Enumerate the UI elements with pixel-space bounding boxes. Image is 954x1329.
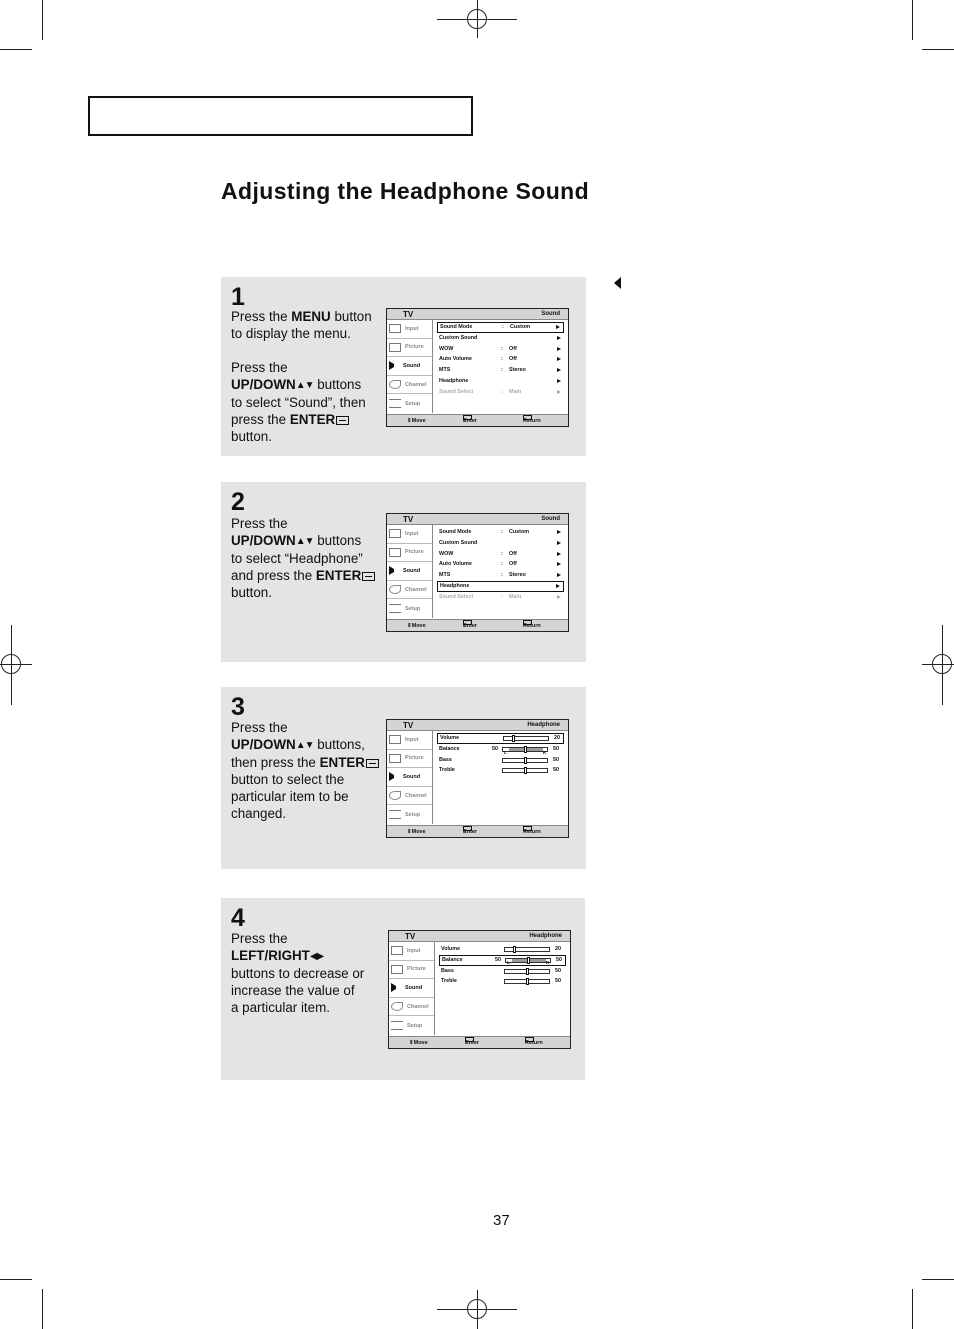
text: R — [545, 959, 549, 965]
text: buttons to decrease or — [231, 966, 365, 981]
text: Volume — [440, 735, 460, 741]
up-down-arrows-icon: ▲▼ — [295, 740, 314, 751]
osd-side-setup — [387, 805, 432, 824]
step-number: 1 — [231, 283, 245, 311]
text: Sound Select — [439, 593, 474, 600]
osd-item — [437, 581, 564, 592]
slider-track — [503, 736, 549, 741]
osd-side-setup — [387, 599, 432, 618]
text: Setup — [407, 1022, 423, 1029]
leftright-button-label: LEFT/RIGHT — [231, 948, 310, 963]
text: Channel — [405, 586, 427, 593]
picture-icon — [389, 343, 401, 352]
text: Bass — [441, 967, 454, 974]
arrow-right-icon — [557, 562, 561, 566]
setup-icon — [389, 399, 401, 408]
osd-menu-title: Sound — [541, 311, 560, 317]
text: increase the value of — [231, 983, 355, 998]
osd-help-bar — [387, 825, 568, 837]
osd-side-picture — [389, 961, 434, 980]
crop-mark — [922, 1279, 954, 1280]
osd-slider-list — [437, 733, 564, 776]
osd-headphone-menu — [386, 719, 569, 838]
slider-track — [504, 947, 550, 952]
setup-icon — [391, 1021, 403, 1030]
enter-button-label: ENTER — [289, 412, 336, 427]
slider-track — [504, 979, 550, 984]
speaker-icon — [389, 566, 394, 575]
text: Enter — [463, 829, 478, 835]
text: changed. — [231, 806, 287, 821]
text: Volume — [441, 946, 461, 952]
text: Treble — [439, 767, 455, 774]
enter-icon — [336, 416, 349, 425]
osd-headphone-menu — [388, 930, 571, 1049]
text: Headphone — [440, 582, 470, 589]
text: Input — [405, 736, 419, 743]
text: Setup — [405, 605, 421, 612]
step-instructions — [231, 515, 381, 601]
speaker-icon — [389, 772, 394, 781]
text: R — [542, 749, 546, 755]
osd-item: Sound Select : Main — [437, 592, 564, 603]
text: Channel — [407, 1003, 429, 1010]
osd-side-input — [387, 731, 432, 750]
arrow-right-icon — [557, 336, 561, 340]
osd-menu-title: Headphone — [529, 933, 562, 939]
text: L — [507, 959, 510, 965]
antenna-icon — [389, 380, 401, 389]
arrow-right-icon — [557, 552, 561, 556]
text: particular item to be — [231, 789, 349, 804]
chapter-header-box — [88, 96, 473, 136]
arrow-right-icon — [557, 379, 561, 383]
osd-title-bar — [387, 309, 568, 320]
registration-circle — [467, 1299, 487, 1319]
text: Sound — [405, 984, 423, 991]
note-bullet-icon — [614, 277, 621, 289]
step-4-panel — [221, 898, 585, 1080]
registration-circle — [1, 654, 21, 674]
slider-knob — [526, 968, 529, 975]
osd-item: Sound Mode : Custom — [437, 527, 564, 538]
text: Stereo — [509, 572, 526, 579]
arrow-right-icon — [556, 325, 560, 329]
osd-item — [437, 333, 564, 344]
text: Return — [525, 1040, 543, 1046]
osd-help-bar — [389, 1036, 570, 1048]
osd-help-move: ⇕ Move — [407, 620, 412, 632]
slider-knob — [527, 957, 530, 964]
osd-title-bar — [387, 514, 568, 525]
osd-tv-label: TV — [403, 515, 414, 524]
text: Custom Sound — [439, 539, 478, 546]
slider-knob — [512, 735, 515, 742]
osd-sidebar — [387, 525, 433, 618]
antenna-icon — [389, 585, 401, 594]
balance-fill-left — [512, 959, 528, 962]
osd-item: MTS : Stereo — [437, 570, 564, 581]
text: Off — [509, 345, 517, 352]
text: Bass — [439, 756, 452, 763]
arrow-right-icon — [557, 530, 561, 534]
text: Move — [411, 418, 426, 424]
crop-mark — [912, 1289, 913, 1329]
text: 50 — [555, 967, 561, 974]
osd-item — [437, 538, 564, 549]
slider-knob — [526, 978, 529, 985]
text: button to select the — [231, 772, 345, 787]
step-instructions — [231, 308, 381, 445]
input-icon — [389, 529, 401, 538]
osd-slider-balance — [437, 744, 564, 755]
osd-side-sound — [387, 357, 432, 376]
arrow-right-icon — [557, 368, 561, 372]
text: then press the — [231, 755, 320, 770]
text: 50 — [556, 956, 562, 963]
text: Channel — [405, 381, 427, 388]
text: Enter — [465, 1040, 480, 1046]
menu-button-label: MENU — [291, 309, 331, 324]
text: to select “Headphone” — [231, 551, 363, 566]
osd-side-input — [387, 525, 432, 544]
osd-side-picture — [387, 339, 432, 358]
osd-help-move: ⇕ Move — [407, 826, 412, 838]
osd-side-input — [389, 942, 434, 961]
balance-track — [505, 958, 551, 963]
text: button. — [231, 429, 272, 444]
text: Move — [411, 829, 426, 835]
text: Custom — [510, 324, 531, 330]
osd-slider-balance — [439, 955, 566, 966]
text: WOW — [439, 345, 454, 352]
text: Move — [411, 623, 426, 629]
text: Press the — [231, 931, 288, 946]
text: Treble — [441, 978, 457, 985]
text: Press the — [231, 309, 292, 324]
updown-button-label: UP/DOWN — [231, 737, 296, 752]
osd-slider-list — [439, 944, 566, 987]
text: Balance — [442, 956, 463, 963]
text: Setup — [405, 811, 421, 818]
text: Sound Mode — [440, 324, 473, 330]
text: MTS — [439, 572, 451, 579]
updown-button-label: UP/DOWN — [231, 377, 296, 392]
text: 50 — [555, 978, 561, 985]
text: Main — [509, 388, 522, 395]
text: Channel — [405, 792, 427, 799]
osd-slider-treble — [437, 765, 564, 776]
text: Sound Mode — [439, 529, 472, 535]
osd-slider-treble — [439, 976, 566, 987]
text: Input — [405, 530, 419, 537]
slider-track — [502, 758, 548, 763]
text: Press the — [231, 720, 288, 735]
step-number: 3 — [231, 693, 245, 721]
crop-mark — [912, 0, 913, 40]
slider-track — [504, 969, 550, 974]
text: buttons — [313, 533, 362, 548]
osd-item: Auto Volume : Off — [437, 559, 564, 570]
text: 50 — [492, 745, 498, 752]
text: button — [330, 309, 372, 324]
text: Input — [407, 947, 421, 954]
text: 50 — [495, 956, 501, 963]
crop-mark — [42, 1289, 43, 1329]
arrow-right-icon — [557, 347, 561, 351]
speaker-icon — [389, 361, 394, 370]
text: Auto Volume — [439, 561, 472, 568]
arrow-right-icon — [557, 541, 561, 545]
text: Input — [405, 325, 419, 332]
osd-item: MTS : Stereo — [437, 365, 564, 376]
balance-track — [502, 747, 548, 755]
osd-menu-title: Sound — [541, 516, 560, 522]
text: Main — [509, 593, 522, 600]
slider-knob — [524, 757, 527, 764]
osd-side-input — [387, 320, 432, 339]
text: Press the — [231, 516, 288, 531]
osd-item: Auto Volume : Off — [437, 354, 564, 365]
osd-item: Sound Select : Main — [437, 387, 564, 398]
arrow-right-icon — [557, 357, 561, 361]
arrow-right-icon — [557, 390, 561, 394]
picture-icon — [389, 754, 401, 763]
text: Setup — [405, 400, 421, 407]
antenna-icon — [389, 791, 401, 800]
osd-item: WOW : Off — [437, 344, 564, 355]
speaker-icon — [391, 983, 396, 992]
text: 20 — [554, 735, 560, 741]
slider-knob — [524, 767, 527, 774]
osd-slider-bass — [439, 966, 566, 977]
osd-side-sound — [389, 979, 434, 998]
text: 20 — [555, 946, 561, 952]
arrow-right-icon — [557, 595, 561, 599]
input-icon — [389, 735, 401, 744]
osd-side-setup — [387, 394, 432, 413]
step-instructions — [231, 719, 381, 822]
text: Custom Sound — [439, 334, 478, 341]
crop-mark — [922, 49, 954, 50]
updown-button-label: UP/DOWN — [231, 533, 296, 548]
page-number: 37 — [493, 1212, 510, 1229]
osd-side-channel — [387, 787, 432, 806]
osd-sound-menu — [386, 513, 569, 632]
text: Return — [523, 623, 541, 629]
text: Headphone — [439, 377, 469, 384]
osd-sidebar — [387, 731, 433, 824]
osd-side-sound — [387, 768, 432, 787]
text: to select “Sound”, then — [231, 395, 366, 410]
balance-fill-right — [527, 748, 543, 751]
text: 50 — [553, 767, 559, 774]
crop-mark — [42, 0, 43, 40]
crop-mark — [0, 1279, 32, 1280]
text: Picture — [405, 755, 424, 762]
arrow-right-icon — [557, 573, 561, 577]
text: L — [504, 749, 507, 755]
text: and press the — [231, 568, 316, 583]
setup-icon — [389, 604, 401, 613]
antenna-icon — [391, 1002, 403, 1011]
osd-sound-menu — [386, 308, 569, 427]
picture-icon — [389, 548, 401, 557]
osd-menu-list — [437, 322, 564, 398]
crop-mark — [0, 49, 32, 50]
text: Picture — [407, 966, 426, 973]
osd-menu-title: Headphone — [527, 722, 560, 728]
osd-sidebar — [387, 320, 433, 413]
text: Sound Select — [439, 388, 474, 395]
enter-icon — [366, 759, 379, 768]
step-2-panel — [221, 482, 586, 662]
text: buttons, — [313, 737, 365, 752]
osd-help-move: ⇕ Move — [409, 1037, 414, 1049]
text: Auto Volume — [439, 356, 472, 363]
osd-title-bar — [389, 931, 570, 942]
osd-menu-list — [437, 527, 564, 603]
balance-fill-left — [509, 748, 525, 751]
text: Off — [509, 561, 517, 568]
text: button. — [231, 585, 272, 600]
osd-sidebar — [389, 942, 435, 1035]
text: Sound — [403, 362, 421, 369]
balance-fill-right — [530, 959, 546, 962]
text: Off — [509, 356, 517, 363]
text: Balance — [439, 745, 460, 752]
text: a particular item. — [231, 1000, 330, 1015]
registration-circle — [467, 9, 487, 29]
osd-slider-volume — [439, 944, 566, 955]
up-down-arrows-icon: ▲▼ — [295, 536, 314, 547]
arrow-right-icon — [556, 584, 560, 588]
up-down-arrows-icon: ▲▼ — [295, 380, 314, 391]
input-icon — [389, 324, 401, 333]
text: Custom — [509, 529, 530, 535]
osd-slider-bass — [437, 755, 564, 766]
step-instructions — [231, 930, 391, 1016]
osd-side-picture — [387, 750, 432, 769]
text: WOW — [439, 550, 454, 557]
registration-circle — [932, 654, 952, 674]
osd-side-picture — [387, 544, 432, 563]
text: Stereo — [509, 367, 526, 374]
osd-slider-volume — [437, 733, 564, 744]
text: 50 — [553, 756, 559, 763]
enter-icon — [362, 572, 375, 581]
slider-knob — [513, 946, 516, 953]
osd-side-channel — [389, 998, 434, 1017]
text: 50 — [553, 745, 559, 752]
osd-item — [437, 376, 564, 387]
text: Enter — [463, 623, 478, 629]
text: press the — [231, 412, 290, 427]
osd-item: Sound Mode : Custom — [437, 322, 564, 333]
picture-icon — [391, 965, 403, 974]
step-number: 4 — [231, 904, 245, 932]
step-number: 2 — [231, 488, 245, 516]
text: Return — [523, 829, 541, 835]
text: Enter — [463, 418, 478, 424]
text: Move — [413, 1040, 428, 1046]
text: Sound — [403, 773, 421, 780]
osd-tv-label: TV — [403, 721, 414, 730]
setup-icon — [389, 810, 401, 819]
text: to display the menu. — [231, 326, 351, 341]
osd-help-move: ⇕ Move — [407, 415, 412, 427]
text: Return — [523, 418, 541, 424]
text: Picture — [405, 344, 424, 351]
osd-title-bar — [387, 720, 568, 731]
osd-help-bar — [387, 414, 568, 426]
left-right-arrows-icon: ◀▶ — [309, 951, 324, 962]
text: Picture — [405, 549, 424, 556]
osd-side-sound — [387, 562, 432, 581]
osd-side-setup — [389, 1016, 434, 1035]
osd-tv-label: TV — [405, 932, 416, 941]
osd-side-channel — [387, 376, 432, 395]
slider-track — [502, 768, 548, 773]
text: Sound — [403, 567, 421, 574]
text: Off — [509, 550, 517, 557]
step-1-panel — [221, 277, 586, 456]
enter-button-label: ENTER — [315, 568, 362, 583]
osd-side-channel — [387, 581, 432, 600]
text: MTS — [439, 367, 451, 374]
osd-tv-label: TV — [403, 310, 414, 319]
page-title: Adjusting the Headphone Sound — [221, 178, 590, 204]
osd-item: WOW : Off — [437, 549, 564, 560]
slider-knob — [524, 746, 527, 753]
osd-help-bar — [387, 619, 568, 631]
input-icon — [391, 946, 403, 955]
enter-button-label: ENTER — [319, 755, 365, 770]
text: Press the — [231, 360, 288, 375]
text: buttons — [313, 377, 362, 392]
step-3-panel — [221, 687, 586, 869]
